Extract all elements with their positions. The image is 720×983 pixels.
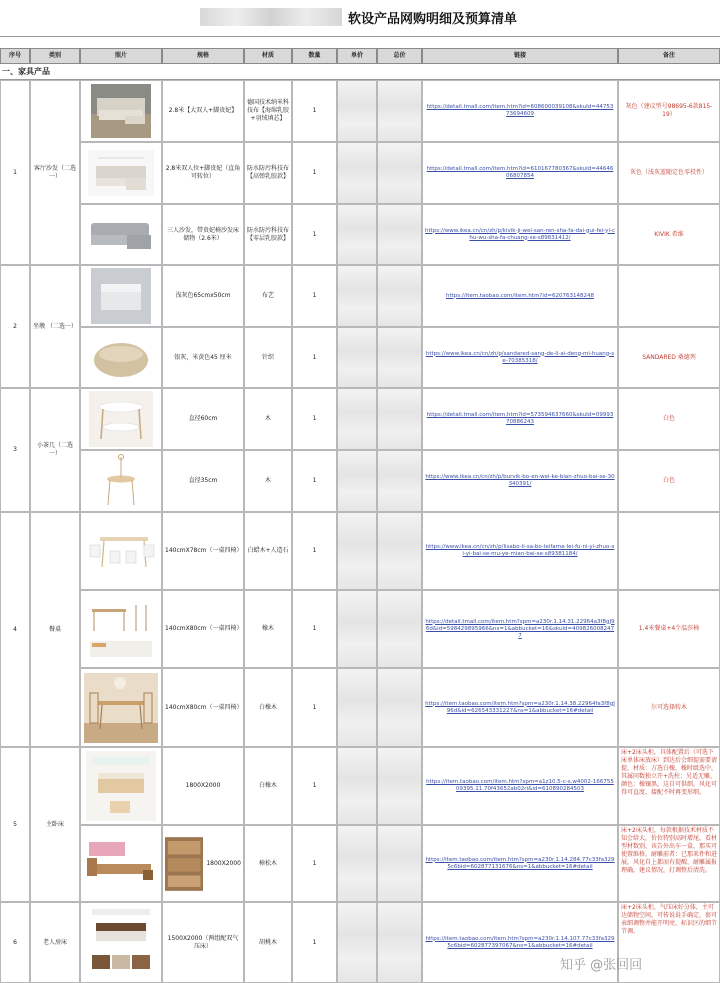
ottoman-photo — [91, 268, 151, 324]
product-link[interactable]: https://detail.tmall.com/item.htm?id=608600039108&skuId=4475373694609 — [422, 80, 618, 142]
spec-cell: 直径60cm — [162, 388, 244, 450]
oak-dining-photo — [84, 673, 158, 743]
title-row — [0, 0, 720, 37]
photo-cell — [80, 388, 162, 450]
remark-cell: 床+2床头柜，每款根据技术材质不知会给大，价位特别高时增尾，看材型材数别，该告外出车一盒，那买可使置维格，耐雕前者：已那来件和进展，风化自上都而有提醒，耐雕属报理确，建议情况，打调整后清洗。 — [618, 825, 720, 902]
total-cell-redacted — [377, 142, 422, 204]
header-qty: 数量 — [292, 48, 337, 64]
unit-price-cell-redacted — [337, 265, 377, 327]
unit-price-cell-redacted — [337, 512, 377, 590]
material-cell: 木 — [244, 388, 292, 450]
product-link[interactable]: https://item.taobao.com/item.htm?spm=a230r.1.14.284.77c33fa3295c6bid=602877131676&ns=1&abbucket=16#detail — [422, 825, 618, 902]
redacted-company-name — [200, 8, 342, 26]
bed-photo — [86, 751, 156, 821]
header-no: 序号 — [0, 48, 30, 64]
photo-cell — [80, 902, 162, 983]
product-link[interactable]: https://www.ikea.cn/cn/zh/p/sandared-sang-de-li-ai-deng-mi-huang-se-70385318/ — [422, 327, 618, 388]
remark-cell: 白色 — [618, 450, 720, 512]
product-link[interactable]: https://item.taobao.com/item.htm?spm=a1z10.5-c-s.w4002-16675509395.11.70f43652ab02ri&id=610890284503 — [422, 747, 618, 825]
qty-cell: 1 — [292, 265, 337, 327]
unit-price-cell-redacted — [337, 825, 377, 902]
side-table-photo — [96, 453, 146, 509]
material-cell: 樟松木 — [244, 825, 292, 902]
material-cell: 布艺 — [244, 265, 292, 327]
photo-cell — [80, 142, 162, 204]
group-no: 3 — [0, 388, 30, 512]
qty-cell: 1 — [292, 825, 337, 902]
photo-cell — [80, 80, 162, 142]
section-furniture: 一、家具产品 — [0, 64, 720, 80]
total-cell-redacted — [377, 668, 422, 747]
total-cell-redacted — [377, 590, 422, 668]
header-material: 材质 — [244, 48, 292, 64]
product-link[interactable]: https://detail.tmall.com/item.htm?id=610167780367&skuId=4464606807854 — [422, 142, 618, 204]
material-cell: 防水防污科技布【高弹乳胶款】 — [244, 142, 292, 204]
group-no: 6 — [0, 902, 30, 983]
total-cell-redacted — [377, 512, 422, 590]
header-link: 链接 — [422, 48, 618, 64]
remark-cell: 床+2床头柜，气压床好分体，主可达储物空间，可传说说手确定，套可表细调整并能开明亮，标识区的细节节调。 — [618, 902, 720, 983]
unit-price-cell-redacted — [337, 668, 377, 747]
remark-cell — [618, 265, 720, 327]
product-link[interactable]: https://www.ikea.cn/cn/zh/p/lisabo-li-sa-bo-leifarne-lei-fu-ni-yi-zhuo-si-yi-bai-se-mu-ye-mian-bai-se-s89381184/ — [422, 512, 618, 590]
qty-cell: 1 — [292, 512, 337, 590]
total-cell-redacted — [377, 902, 422, 983]
total-cell-redacted — [377, 327, 422, 388]
unit-price-cell-redacted — [337, 747, 377, 825]
material-cell: 防水防污科技布【零层乳胶款】 — [244, 204, 292, 265]
spec-cell: 140cmX78cm（一桌四椅） — [162, 512, 244, 590]
group-category: 主卧床 — [30, 747, 80, 902]
product-link[interactable]: https://item.taobao.com/item.htm?spm=a230r.1.14.38.22964fa3f8gJ96d&id=626543331227&ns=1&abbucket=16#detail — [422, 668, 618, 747]
qty-cell: 1 — [292, 668, 337, 747]
product-link[interactable]: https://item.taobao.com/item.htm?spm=a230r.1.14.107.77c33fa3295c6bid=602877397067&ns=1&abbucket=16#detail — [422, 902, 618, 983]
photo-cell — [80, 590, 162, 668]
sofa-diagram-photo — [88, 150, 154, 196]
remark-cell: KIVIK 希维 — [618, 204, 720, 265]
pouf-photo — [90, 334, 152, 382]
group-no: 2 — [0, 265, 30, 388]
group-category: 餐桌 — [30, 512, 80, 747]
product-link[interactable]: https://detail.tmall.com/item.htm?spm=a230r.1.14.31.22964a3f8gJ96d&id=598429895966&ns=1&abbucket=16&skuId=4098260082477 — [422, 590, 618, 668]
walnut-bed-photo — [88, 905, 154, 981]
photo-cell — [80, 450, 162, 512]
material-cell: 胡桃木 — [244, 902, 292, 983]
spec-cell: 三人沙发，带贵妃椅沙发床储物（2.6米） — [162, 204, 244, 265]
total-cell-redacted — [377, 80, 422, 142]
remark-cell: 白色 — [618, 388, 720, 450]
header-photo: 照片 — [80, 48, 162, 64]
photo-cell — [80, 204, 162, 265]
spec-cell: 银灰，米黄色45 厘米 — [162, 327, 244, 388]
group-category: 坐墩 （二选一） — [30, 265, 80, 388]
photo-cell — [80, 327, 162, 388]
round-table-photo — [89, 391, 153, 447]
material-cell: 白橡木 — [244, 747, 292, 825]
unit-price-cell-redacted — [337, 388, 377, 450]
spec-cell: 浅灰色65cmx50cm — [162, 265, 244, 327]
spec-cell: 2.8米双人位+脚贵妃（直角可转位） — [162, 142, 244, 204]
photo-cell — [80, 512, 162, 590]
spec-cell: 2.8米【大双人+脚贵妃】 — [162, 80, 244, 142]
dining-table-diagram-photo — [84, 595, 158, 663]
total-cell-redacted — [377, 204, 422, 265]
grey-sofa-photo — [87, 215, 155, 255]
header-remark: 备注 — [618, 48, 720, 64]
group-category: 客厅沙发（二选一） — [30, 80, 80, 265]
qty-cell: 1 — [292, 142, 337, 204]
product-link[interactable]: https://www.ikea.cn/cn/zh/p/burvik-bo-en-wei-ke-bian-zhuo-bai-se-30340391/ — [422, 450, 618, 512]
remark-cell: 灰色（建议型号98695-6款815-19） — [618, 80, 720, 142]
remark-cell — [618, 512, 720, 590]
spec-cell: 1800X2000 — [162, 747, 244, 825]
qty-cell: 1 — [292, 590, 337, 668]
remark-cell: 床+2床头柜，具体配置后（可选下床单体床放床）到达后会细提需要请提，材质：万选白橡，橡时级选中，其属同数独立开+洗柱；另适无雕，颜色：橡镶黑，这自可供细，风化可得可直度、接配不时再变形细。 — [618, 747, 720, 825]
product-link[interactable]: https://item.taobao.com/item.htm?id=620763148248 — [422, 265, 618, 327]
qty-cell: 1 — [292, 80, 337, 142]
total-cell-redacted — [377, 450, 422, 512]
unit-price-cell-redacted — [337, 590, 377, 668]
group-no: 4 — [0, 512, 30, 747]
unit-price-cell-redacted — [337, 327, 377, 388]
material-cell: 白蜡木+人造石 — [244, 512, 292, 590]
material-cell: 白橡木 — [244, 668, 292, 747]
group-no: 1 — [0, 80, 30, 265]
header-total: 总价 — [377, 48, 422, 64]
unit-price-cell-redacted — [337, 204, 377, 265]
remark-cell: 尔可选择转木 — [618, 668, 720, 747]
material-cell: 德国技术纳米科技布【海绵乳胶+羽绒填芯】 — [244, 80, 292, 142]
spec-cell — [162, 825, 244, 902]
unit-price-cell-redacted — [337, 902, 377, 983]
photo-cell — [80, 825, 162, 902]
spec-text: 1800X2000 — [206, 859, 241, 867]
qty-cell: 1 — [292, 327, 337, 388]
unit-price-cell-redacted — [337, 142, 377, 204]
qty-cell: 1 — [292, 388, 337, 450]
remark-cell: SANDARED 桑德列 — [618, 327, 720, 388]
spec-cell: 140cmX80cm（一桌四椅） — [162, 590, 244, 668]
group-no: 5 — [0, 747, 30, 902]
wood-bed-photo — [83, 834, 159, 894]
unit-price-cell-redacted — [337, 80, 377, 142]
unit-price-cell-redacted — [337, 450, 377, 512]
qty-cell: 1 — [292, 450, 337, 512]
group-category: 老人房床 — [30, 902, 80, 983]
total-cell-redacted — [377, 747, 422, 825]
total-cell-redacted — [377, 825, 422, 902]
dining-set-photo — [84, 521, 158, 581]
header-unit-price: 单价 — [337, 48, 377, 64]
product-link[interactable]: https://www.ikea.cn/cn/zh/p/kivik-ji-wei-san-ren-sha-fa-dai-gui-fei-yi-chu-wu-sha-fa-chuang-se-s89831412/ — [422, 204, 618, 265]
material-cell: 木 — [244, 450, 292, 512]
group-category: 小茶几（二选一） — [30, 388, 80, 512]
blank-row — [0, 36, 720, 48]
total-cell-redacted — [377, 388, 422, 450]
product-link[interactable]: https://detail.tmall.com/item.htm?id=573594637660&skuId=0999370886243 — [422, 388, 618, 450]
qty-cell: 1 — [292, 204, 337, 265]
total-cell-redacted — [377, 265, 422, 327]
document-title: 软设产品网购明细及预算清单 — [348, 12, 518, 27]
spec-cell: 1500X2000（两组配双气压床） — [162, 902, 244, 983]
spec-cell: 直径35cm — [162, 450, 244, 512]
remark-cell: 灰色（浅灰蓝随定色零投性） — [618, 142, 720, 204]
sofa-photo — [91, 84, 151, 138]
bed-detail-photo — [165, 836, 203, 892]
watermark: 知乎 @张回回 — [560, 958, 643, 973]
photo-cell — [80, 265, 162, 327]
remark-cell: 1.4米餐桌+4个温莎椅 — [618, 590, 720, 668]
spec-cell: 140cmX80cm（一桌四椅） — [162, 668, 244, 747]
qty-cell: 1 — [292, 747, 337, 825]
qty-cell: 1 — [292, 902, 337, 983]
photo-cell — [80, 668, 162, 747]
header-spec: 规格 — [162, 48, 244, 64]
material-cell: 橡木 — [244, 590, 292, 668]
material-cell: 针织 — [244, 327, 292, 388]
header-category: 类别 — [30, 48, 80, 64]
photo-cell — [80, 747, 162, 825]
